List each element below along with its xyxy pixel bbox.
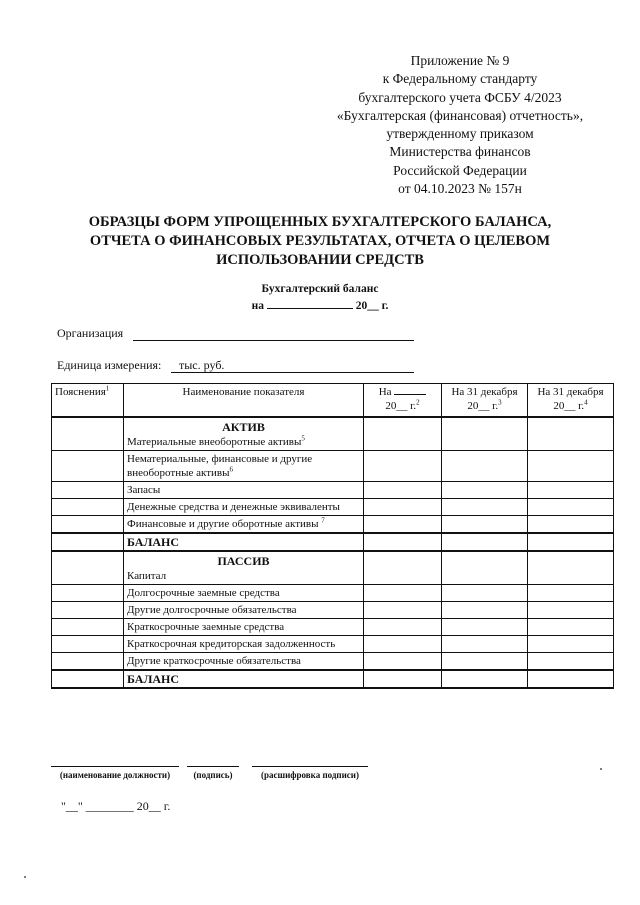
form-date-year: 20__ г.	[355, 300, 389, 312]
value-cell[interactable]	[528, 670, 614, 688]
header-col3-bottom: 20__ г.	[553, 400, 585, 412]
value-cell[interactable]	[364, 670, 442, 688]
signature-sign-caption: (подпись)	[193, 770, 233, 780]
header-col1-top: На	[378, 386, 392, 398]
value-cell[interactable]	[364, 551, 442, 585]
table-row	[52, 602, 614, 619]
appendix-line: к Федеральному стандарту	[382, 71, 538, 87]
value-cell[interactable]	[442, 670, 528, 688]
appendix-line: Приложение № 9	[410, 53, 510, 68]
notes-cell[interactable]	[52, 499, 124, 516]
footnote-ref: 6	[229, 465, 233, 474]
balance-table	[51, 383, 614, 689]
indicator-cell	[124, 516, 364, 534]
appendix-line: «Бухгалтерская (финансовая) отчетность»,	[336, 107, 584, 123]
row-label: Капитал	[127, 570, 167, 582]
form-title: Бухгалтерский баланс	[261, 283, 379, 295]
passive-heading: ПАССИВ	[217, 554, 270, 568]
notes-cell[interactable]	[52, 516, 124, 534]
balance-label: БАЛАНС	[124, 670, 364, 688]
row-label: Нематериальные, финансовые и другие внеоборотные активы	[127, 453, 313, 479]
organization-row	[57, 326, 123, 341]
indicator-cell	[124, 482, 364, 499]
value-cell[interactable]	[442, 602, 528, 619]
table-row	[52, 585, 614, 602]
appendix-line: Российской Федерации	[393, 162, 527, 178]
table-row	[52, 499, 614, 516]
table-row	[52, 516, 614, 534]
header-col1-bottom: 20__ г.	[385, 400, 417, 412]
scan-speck	[24, 876, 26, 878]
balance-row	[52, 670, 614, 688]
value-cell[interactable]	[442, 653, 528, 671]
signing-date[interactable]: "__" ________ 20__ г.	[61, 799, 171, 813]
signature-position-caption: (наименование должности)	[59, 770, 171, 780]
indicator-cell	[124, 417, 364, 451]
form-date-blank[interactable]	[267, 297, 353, 309]
header-col2-top: На 31 декабря	[451, 386, 518, 398]
footnote-ref: 7	[321, 516, 325, 525]
value-cell[interactable]	[364, 619, 442, 636]
value-cell[interactable]	[528, 533, 614, 551]
signature-sign-block	[187, 766, 239, 780]
value-cell[interactable]	[528, 602, 614, 619]
header-col1-blank	[394, 385, 426, 395]
value-cell[interactable]	[442, 636, 528, 653]
header-notes-text: Пояснения	[55, 386, 106, 398]
indicator-cell: Другие долгосрочные обязательства	[124, 602, 364, 619]
form-title-block	[200, 281, 440, 314]
value-cell[interactable]	[528, 417, 614, 451]
value-cell[interactable]	[528, 653, 614, 671]
appendix-line: от 04.10.2023 № 157н	[398, 181, 522, 197]
indicator-cell: Краткосрочные заемные средства	[124, 619, 364, 636]
signature-decoding-caption: (расшифровка подписи)	[261, 770, 359, 780]
indicator-cell: Другие краткосрочные обязательства	[124, 653, 364, 671]
value-cell[interactable]	[528, 516, 614, 534]
unit-field[interactable]	[171, 372, 414, 373]
header-col1	[364, 384, 442, 418]
scan-speck	[600, 768, 602, 770]
notes-cell[interactable]	[52, 482, 124, 499]
value-cell[interactable]	[364, 482, 442, 499]
value-cell[interactable]	[364, 585, 442, 602]
footnote-ref: 1	[105, 384, 110, 393]
table-row	[52, 619, 614, 636]
organization-field[interactable]	[133, 340, 414, 341]
form-date-line	[200, 297, 440, 314]
value-cell[interactable]	[364, 533, 442, 551]
signature-decoding-block	[252, 766, 368, 780]
table-row	[52, 451, 614, 482]
row-label: Денежные средства и денежные эквиваленты	[127, 501, 340, 513]
footnote-ref: 5	[301, 434, 305, 443]
notes-cell[interactable]	[52, 636, 124, 653]
notes-cell[interactable]	[52, 670, 124, 688]
value-cell[interactable]	[364, 653, 442, 671]
notes-cell[interactable]	[52, 602, 124, 619]
appendix-line: бухгалтерского учета ФСБУ 4/2023	[358, 89, 562, 105]
value-cell[interactable]	[442, 516, 528, 534]
value-cell[interactable]	[364, 516, 442, 534]
row-label: Финансовые и другие оборотные активы	[127, 518, 319, 530]
value-cell[interactable]	[364, 451, 442, 482]
table-header-row	[52, 384, 614, 418]
footnote-ref: 4	[584, 398, 588, 407]
organization-label: Организация	[57, 326, 124, 340]
value-cell[interactable]	[442, 619, 528, 636]
header-col2-bottom: 20__ г.	[467, 400, 499, 412]
balance-row	[52, 533, 614, 551]
table-row	[52, 417, 614, 451]
value-cell[interactable]	[528, 499, 614, 516]
notes-cell[interactable]	[52, 585, 124, 602]
row-label: Запасы	[127, 484, 161, 496]
indicator-cell	[124, 551, 364, 585]
main-title	[60, 213, 580, 270]
value-cell[interactable]	[364, 499, 442, 516]
indicator-cell	[124, 451, 364, 482]
table-row	[52, 482, 614, 499]
notes-cell[interactable]	[52, 619, 124, 636]
value-cell[interactable]	[528, 636, 614, 653]
main-title-line: ОТЧЕТА О ФИНАНСОВЫХ РЕЗУЛЬТАТАХ, ОТЧЕТА О ЦЕЛЕВОМ	[89, 233, 551, 249]
header-col3	[528, 384, 614, 418]
notes-cell[interactable]	[52, 451, 124, 482]
indicator-cell: Краткосрочная кредиторская задолженность	[124, 636, 364, 653]
table-row	[52, 551, 614, 585]
table-row	[52, 636, 614, 653]
signature-sign-line[interactable]	[187, 766, 239, 767]
table-row	[52, 653, 614, 671]
value-cell[interactable]	[442, 585, 528, 602]
notes-cell[interactable]	[52, 417, 124, 451]
value-cell[interactable]	[442, 551, 528, 585]
unit-value: тыс. руб.	[179, 358, 225, 372]
main-title-line: ИСПОЛЬЗОВАНИИ СРЕДСТВ	[216, 252, 424, 268]
value-cell[interactable]	[528, 451, 614, 482]
footnote-ref: 2	[416, 398, 420, 407]
value-cell[interactable]	[442, 417, 528, 451]
signature-position-block	[51, 766, 179, 780]
value-cell[interactable]	[442, 533, 528, 551]
notes-cell[interactable]	[52, 551, 124, 585]
balance-label: БАЛАНС	[124, 533, 364, 551]
main-title-line: ОБРАЗЦЫ ФОРМ УПРОЩЕННЫХ БУХГАЛТЕРСКОГО БАЛАНСА,	[88, 214, 552, 230]
value-cell[interactable]	[528, 619, 614, 636]
footnote-ref: 3	[498, 398, 502, 407]
indicator-cell: Долгосрочные заемные средства	[124, 585, 364, 602]
appendix-line: Министерства финансов	[389, 144, 531, 160]
unit-row	[57, 358, 225, 373]
value-cell[interactable]	[442, 451, 528, 482]
value-cell[interactable]	[528, 585, 614, 602]
notes-cell[interactable]	[52, 533, 124, 551]
value-cell[interactable]	[442, 482, 528, 499]
value-cell[interactable]	[442, 499, 528, 516]
header-notes	[52, 384, 124, 418]
value-cell[interactable]	[528, 482, 614, 499]
form-date-prefix: на	[251, 300, 264, 312]
header-indicator: Наименование показателя	[124, 384, 364, 418]
value-cell[interactable]	[364, 602, 442, 619]
value-cell[interactable]	[364, 417, 442, 451]
notes-cell[interactable]	[52, 653, 124, 671]
appendix-header	[310, 52, 610, 198]
appendix-line: утвержденному приказом	[386, 126, 534, 142]
header-col3-top: На 31 декабря	[537, 386, 604, 398]
signature-position-line[interactable]	[51, 766, 179, 767]
header-col2	[442, 384, 528, 418]
unit-label: Единица измерения:	[57, 358, 162, 372]
indicator-cell	[124, 499, 364, 516]
signature-decoding-line[interactable]	[252, 766, 368, 767]
value-cell[interactable]	[364, 636, 442, 653]
value-cell[interactable]	[528, 551, 614, 585]
active-heading: АКТИВ	[222, 420, 265, 434]
row-label: Материальные внеоборотные активы	[127, 436, 302, 448]
